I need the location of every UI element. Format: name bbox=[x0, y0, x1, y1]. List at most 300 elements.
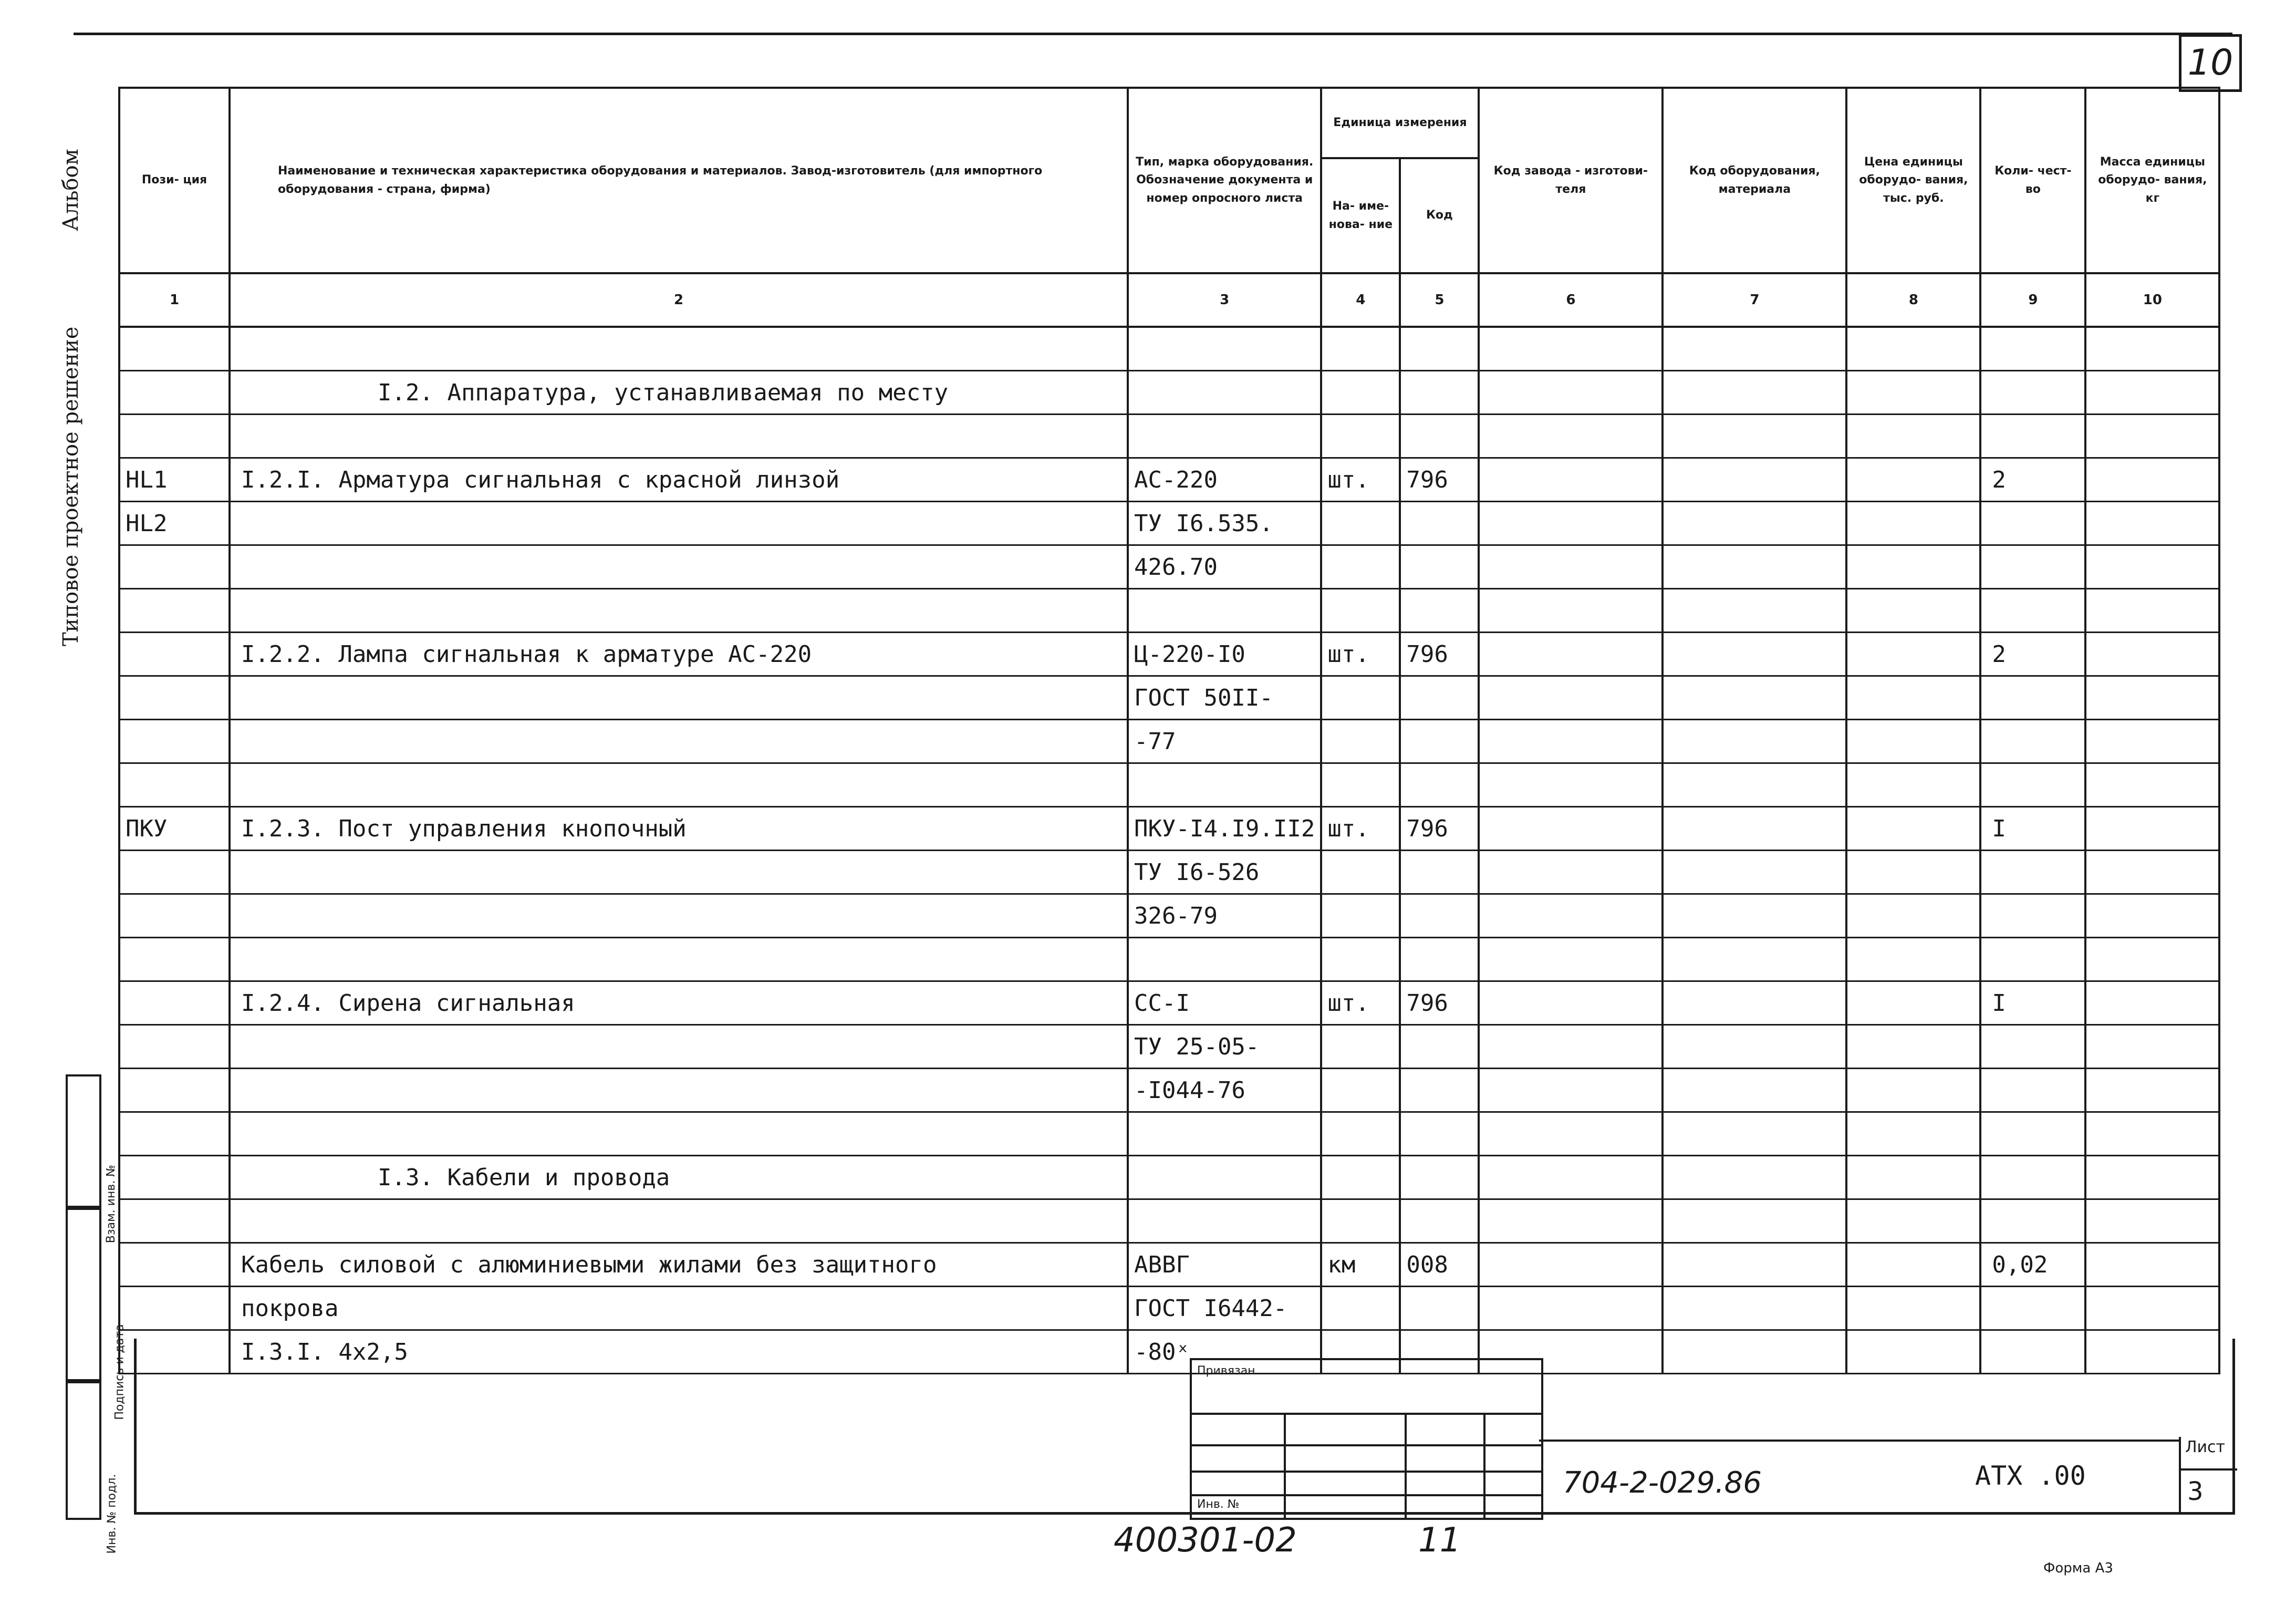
column-number: 5 bbox=[1400, 273, 1479, 327]
table-row bbox=[119, 894, 2219, 938]
cell-unit-code bbox=[1400, 1199, 1479, 1243]
cell-unit-code bbox=[1400, 894, 1479, 938]
cell-unit-code bbox=[1400, 1112, 1479, 1156]
cell-quantity bbox=[1980, 415, 2085, 458]
cell-unit-name bbox=[1321, 1069, 1400, 1112]
cell-name bbox=[230, 676, 1128, 720]
cell-mass bbox=[2085, 633, 2219, 676]
top-rule bbox=[74, 33, 2232, 35]
cell-quantity bbox=[1980, 502, 2085, 545]
cell-unit-code bbox=[1400, 415, 1479, 458]
cell-manufacturer-code bbox=[1479, 502, 1663, 545]
cell-name bbox=[230, 1069, 1128, 1112]
approval-col-line bbox=[1405, 1413, 1407, 1518]
table-row bbox=[119, 1112, 2219, 1156]
cell-unit-name bbox=[1321, 720, 1400, 763]
approval-box bbox=[1190, 1358, 1543, 1520]
document-mark: АТХ .00 bbox=[1975, 1461, 2086, 1491]
cell-equipment-code bbox=[1663, 1243, 1846, 1287]
header-name: Наименование и техническая характеристика оборудования и материалов. Завод-изготовитель (для импортного оборудования - страна, фирма) bbox=[230, 88, 1128, 273]
cell-price bbox=[1846, 851, 1980, 894]
cell-type bbox=[1128, 327, 1321, 371]
specification-table bbox=[118, 87, 2220, 1374]
table-row bbox=[119, 763, 2219, 807]
cell-price bbox=[1846, 807, 1980, 851]
header-type: Тип, марка оборудования. Обозначение документа и номер опросного листа bbox=[1128, 88, 1321, 273]
cell-mass bbox=[2085, 545, 2219, 589]
cell-unit-code bbox=[1400, 327, 1479, 371]
header-manufacturer-code: Код завода - изготови- теля bbox=[1479, 88, 1663, 273]
cell-unit-code: 796 bbox=[1400, 981, 1479, 1025]
cell-unit-code: 796 bbox=[1400, 633, 1479, 676]
cell-type: -77 bbox=[1128, 720, 1321, 763]
cell-mass bbox=[2085, 458, 2219, 502]
cell-equipment-code bbox=[1663, 1156, 1846, 1199]
approval-row-line bbox=[1192, 1494, 1541, 1496]
cell-position bbox=[119, 1069, 230, 1112]
cell-price bbox=[1846, 458, 1980, 502]
column-number: 10 bbox=[2085, 273, 2219, 327]
cell-price bbox=[1846, 371, 1980, 415]
table-row bbox=[119, 415, 2219, 458]
cell-position bbox=[119, 676, 230, 720]
cell-quantity bbox=[1980, 938, 2085, 981]
cell-equipment-code bbox=[1663, 807, 1846, 851]
cell-name: I.2.4. Сирена сигнальная bbox=[230, 981, 1128, 1025]
cell-manufacturer-code bbox=[1479, 589, 1663, 633]
cell-price bbox=[1846, 1199, 1980, 1243]
cell-position bbox=[119, 720, 230, 763]
cell-manufacturer-code bbox=[1479, 1069, 1663, 1112]
cell-mass bbox=[2085, 938, 2219, 981]
table-row bbox=[119, 458, 2219, 502]
cell-unit-name bbox=[1321, 1025, 1400, 1069]
table-row bbox=[119, 807, 2219, 851]
cell-unit-name bbox=[1321, 894, 1400, 938]
table-row bbox=[119, 1287, 2219, 1330]
cell-type bbox=[1128, 415, 1321, 458]
cell-mass bbox=[2085, 1199, 2219, 1243]
cell-equipment-code bbox=[1663, 1025, 1846, 1069]
cell-position bbox=[119, 1243, 230, 1287]
cell-manufacturer-code bbox=[1479, 415, 1663, 458]
cell-mass bbox=[2085, 502, 2219, 545]
cell-manufacturer-code bbox=[1479, 894, 1663, 938]
cell-name: I.2.I. Арматура сигнальная с красной линзой bbox=[230, 458, 1128, 502]
cell-position bbox=[119, 545, 230, 589]
cell-position bbox=[119, 1112, 230, 1156]
cell-quantity bbox=[1980, 763, 2085, 807]
cell-mass bbox=[2085, 807, 2219, 851]
column-number: 8 bbox=[1846, 273, 1980, 327]
header-unit-group: Единица измерения bbox=[1321, 88, 1479, 158]
cell-unit-name: шт. bbox=[1321, 633, 1400, 676]
cell-equipment-code bbox=[1663, 327, 1846, 371]
cell-quantity bbox=[1980, 894, 2085, 938]
cell-price bbox=[1846, 676, 1980, 720]
cell-type: АС-220 bbox=[1128, 458, 1321, 502]
side-album-label: Альбом bbox=[59, 149, 83, 231]
header-position: Пози- ция bbox=[119, 88, 230, 273]
cell-type: Ц-220-I0 bbox=[1128, 633, 1321, 676]
cell-name bbox=[230, 1199, 1128, 1243]
table-row bbox=[119, 327, 2219, 371]
cell-unit-name bbox=[1321, 1199, 1400, 1243]
cell-equipment-code bbox=[1663, 1069, 1846, 1112]
cell-name bbox=[230, 1025, 1128, 1069]
cell-position bbox=[119, 1199, 230, 1243]
cell-name: I.2. Аппаратура, устанавливаемая по месту bbox=[230, 371, 1128, 415]
cell-type: СС-I bbox=[1128, 981, 1321, 1025]
table-body bbox=[119, 327, 2219, 1374]
cell-type: ТУ I6-526 bbox=[1128, 851, 1321, 894]
cell-unit-code bbox=[1400, 502, 1479, 545]
header-equipment-code: Код оборудования, материала bbox=[1663, 88, 1846, 273]
cell-price bbox=[1846, 1156, 1980, 1199]
cell-equipment-code bbox=[1663, 1287, 1846, 1330]
cell-mass bbox=[2085, 1069, 2219, 1112]
cell-mass bbox=[2085, 1025, 2219, 1069]
header-quantity: Коли- чест- во bbox=[1980, 88, 2085, 273]
cell-manufacturer-code bbox=[1479, 1243, 1663, 1287]
cell-mass bbox=[2085, 676, 2219, 720]
cell-manufacturer-code bbox=[1479, 1287, 1663, 1330]
cell-quantity bbox=[1980, 1156, 2085, 1199]
cell-equipment-code bbox=[1663, 1199, 1846, 1243]
cell-position bbox=[119, 589, 230, 633]
cell-quantity: I bbox=[1980, 807, 2085, 851]
cell-price bbox=[1846, 1112, 1980, 1156]
cell-equipment-code bbox=[1663, 502, 1846, 545]
approval-row-line bbox=[1192, 1413, 1541, 1415]
cell-price bbox=[1846, 894, 1980, 938]
cell-unit-code bbox=[1400, 371, 1479, 415]
cell-price bbox=[1846, 327, 1980, 371]
cell-name: I.3.I. 4x2,5 bbox=[230, 1330, 1128, 1374]
cell-type bbox=[1128, 371, 1321, 415]
cell-unit-code: 796 bbox=[1400, 807, 1479, 851]
cell-unit-name bbox=[1321, 371, 1400, 415]
cell-manufacturer-code bbox=[1479, 371, 1663, 415]
cell-equipment-code bbox=[1663, 1112, 1846, 1156]
handwritten-code: 400301-02 bbox=[1114, 1521, 1297, 1560]
header-unit-name: На- име- нова- ние bbox=[1321, 158, 1400, 273]
cell-quantity bbox=[1980, 1069, 2085, 1112]
sheet-value: 3 bbox=[2181, 1468, 2237, 1513]
table-row bbox=[119, 938, 2219, 981]
cell-name bbox=[230, 1112, 1128, 1156]
cell-name bbox=[230, 763, 1128, 807]
page-number: 10 bbox=[2179, 34, 2242, 92]
cell-unit-name bbox=[1321, 1287, 1400, 1330]
cell-position bbox=[119, 415, 230, 458]
header-row bbox=[119, 88, 2219, 158]
cell-unit-code bbox=[1400, 545, 1479, 589]
cell-manufacturer-code bbox=[1479, 1156, 1663, 1199]
cell-manufacturer-code bbox=[1479, 763, 1663, 807]
table-row bbox=[119, 676, 2219, 720]
cell-quantity bbox=[1980, 720, 2085, 763]
column-number-row bbox=[119, 273, 2219, 327]
cell-unit-name bbox=[1321, 327, 1400, 371]
cell-manufacturer-code bbox=[1479, 458, 1663, 502]
cell-mass bbox=[2085, 851, 2219, 894]
cell-quantity bbox=[1980, 589, 2085, 633]
cell-equipment-code bbox=[1663, 458, 1846, 502]
cell-unit-name: км bbox=[1321, 1243, 1400, 1287]
table-row bbox=[119, 545, 2219, 589]
table-row bbox=[119, 981, 2219, 1025]
cell-unit-name: шт. bbox=[1321, 981, 1400, 1025]
header-price: Цена единицы оборудо- вания, тыс. руб. bbox=[1846, 88, 1980, 273]
cell-quantity bbox=[1980, 545, 2085, 589]
cell-equipment-code bbox=[1663, 851, 1846, 894]
cell-name bbox=[230, 327, 1128, 371]
cell-position: HL1 bbox=[119, 458, 230, 502]
approval-col-line bbox=[1284, 1413, 1286, 1518]
column-number: 7 bbox=[1663, 273, 1846, 327]
cell-equipment-code bbox=[1663, 545, 1846, 589]
cell-unit-code bbox=[1400, 763, 1479, 807]
cell-manufacturer-code bbox=[1479, 1112, 1663, 1156]
cell-mass bbox=[2085, 894, 2219, 938]
cell-position bbox=[119, 763, 230, 807]
cell-unit-code bbox=[1400, 851, 1479, 894]
cell-unit-name: шт. bbox=[1321, 458, 1400, 502]
cell-name bbox=[230, 894, 1128, 938]
cell-name bbox=[230, 938, 1128, 981]
cell-unit-code bbox=[1400, 1287, 1479, 1330]
cell-type bbox=[1128, 1112, 1321, 1156]
cell-manufacturer-code bbox=[1479, 327, 1663, 371]
cell-unit-code: 796 bbox=[1400, 458, 1479, 502]
cell-quantity: 0,02 bbox=[1980, 1243, 2085, 1287]
cell-unit-name: шт. bbox=[1321, 807, 1400, 851]
cell-position bbox=[119, 327, 230, 371]
side-design-label: Типовое проектное решение bbox=[59, 326, 83, 646]
cell-name: Кабель силовой с алюминиевыми жилами без защитного bbox=[230, 1243, 1128, 1287]
bottom-frame bbox=[134, 1339, 2235, 1515]
cell-type: ПКУ-I4.I9.II2 bbox=[1128, 807, 1321, 851]
column-number: 3 bbox=[1128, 273, 1321, 327]
cell-price bbox=[1846, 589, 1980, 633]
cell-price bbox=[1846, 720, 1980, 763]
cell-manufacturer-code bbox=[1479, 720, 1663, 763]
stamp-column-replacement: Взам. инв. № bbox=[66, 1074, 101, 1210]
header-mass: Масса единицы оборудо- вания, кг bbox=[2085, 88, 2219, 273]
cell-price bbox=[1846, 938, 1980, 981]
cell-unit-name bbox=[1321, 676, 1400, 720]
inventory-label: Инв. № bbox=[1197, 1498, 1240, 1511]
cell-unit-code bbox=[1400, 676, 1479, 720]
cell-type: ГОСТ I6442- bbox=[1128, 1287, 1321, 1330]
cell-mass bbox=[2085, 1243, 2219, 1287]
cell-price bbox=[1846, 545, 1980, 589]
cell-mass bbox=[2085, 1287, 2219, 1330]
stamp-column-inventory: Инв. № подл. bbox=[66, 1379, 101, 1520]
cell-unit-name bbox=[1321, 545, 1400, 589]
cell-unit-name bbox=[1321, 763, 1400, 807]
cell-quantity bbox=[1980, 1025, 2085, 1069]
table-row bbox=[119, 720, 2219, 763]
cell-manufacturer-code bbox=[1479, 1199, 1663, 1243]
cell-unit-name bbox=[1321, 589, 1400, 633]
cell-mass bbox=[2085, 720, 2219, 763]
cell-unit-name bbox=[1321, 938, 1400, 981]
cell-unit-name bbox=[1321, 1156, 1400, 1199]
cell-equipment-code bbox=[1663, 371, 1846, 415]
cell-quantity: 2 bbox=[1980, 458, 2085, 502]
cell-mass bbox=[2085, 415, 2219, 458]
cell-mass bbox=[2085, 1112, 2219, 1156]
cell-price bbox=[1846, 1069, 1980, 1112]
cell-type: -80ˣ bbox=[1128, 1330, 1321, 1374]
sheet-number-box bbox=[2179, 1437, 2231, 1513]
cell-type: -I044-76 bbox=[1128, 1069, 1321, 1112]
cell-quantity bbox=[1980, 1287, 2085, 1330]
cell-unit-code bbox=[1400, 938, 1479, 981]
document-code: 704-2-029.86 bbox=[1563, 1466, 1762, 1500]
cell-name bbox=[230, 851, 1128, 894]
cell-quantity: I bbox=[1980, 981, 2085, 1025]
cell-quantity bbox=[1980, 327, 2085, 371]
cell-mass bbox=[2085, 763, 2219, 807]
approval-row-line bbox=[1192, 1471, 1541, 1473]
cell-mass bbox=[2085, 327, 2219, 371]
cell-type: ГОСТ 50II- bbox=[1128, 676, 1321, 720]
cell-manufacturer-code bbox=[1479, 981, 1663, 1025]
cell-position bbox=[119, 938, 230, 981]
cell-equipment-code bbox=[1663, 894, 1846, 938]
cell-position bbox=[119, 371, 230, 415]
cell-manufacturer-code bbox=[1479, 545, 1663, 589]
cell-position: HL2 bbox=[119, 502, 230, 545]
cell-unit-code bbox=[1400, 1025, 1479, 1069]
table-row bbox=[119, 1243, 2219, 1287]
cell-equipment-code bbox=[1663, 720, 1846, 763]
cell-price bbox=[1846, 981, 1980, 1025]
cell-position bbox=[119, 1287, 230, 1330]
cell-mass bbox=[2085, 981, 2219, 1025]
cell-mass bbox=[2085, 1156, 2219, 1199]
cell-price bbox=[1846, 633, 1980, 676]
stamp-column-signature: Подпись и дата bbox=[66, 1206, 101, 1383]
cell-position bbox=[119, 851, 230, 894]
cell-position bbox=[119, 1025, 230, 1069]
cell-position bbox=[119, 894, 230, 938]
cell-name: I.2.2. Лампа сигнальная к арматуре АС-220 bbox=[230, 633, 1128, 676]
cell-type: 326-79 bbox=[1128, 894, 1321, 938]
cell-unit-code bbox=[1400, 720, 1479, 763]
cell-unit-code bbox=[1400, 589, 1479, 633]
form-label: Форма А3 bbox=[2043, 1560, 2113, 1576]
cell-unit-code bbox=[1400, 1156, 1479, 1199]
cell-equipment-code bbox=[1663, 763, 1846, 807]
cell-unit-name bbox=[1321, 502, 1400, 545]
cell-equipment-code bbox=[1663, 415, 1846, 458]
cell-unit-name bbox=[1321, 851, 1400, 894]
table-row bbox=[119, 589, 2219, 633]
cell-type bbox=[1128, 763, 1321, 807]
cell-manufacturer-code bbox=[1479, 938, 1663, 981]
cell-manufacturer-code bbox=[1479, 807, 1663, 851]
table-row bbox=[119, 502, 2219, 545]
cell-name bbox=[230, 589, 1128, 633]
cell-mass bbox=[2085, 589, 2219, 633]
column-number: 1 bbox=[119, 273, 230, 327]
table-row bbox=[119, 1199, 2219, 1243]
cell-unit-code bbox=[1400, 1069, 1479, 1112]
cell-name: покрова bbox=[230, 1287, 1128, 1330]
cell-quantity bbox=[1980, 1199, 2085, 1243]
approval-row-line bbox=[1192, 1444, 1541, 1446]
cell-manufacturer-code bbox=[1479, 851, 1663, 894]
sheet-label: Лист bbox=[2185, 1438, 2226, 1456]
table-row bbox=[119, 633, 2219, 676]
cell-type bbox=[1128, 1199, 1321, 1243]
cell-price bbox=[1846, 763, 1980, 807]
cell-name: I.2.3. Пост управления кнопочный bbox=[230, 807, 1128, 851]
cell-type bbox=[1128, 1156, 1321, 1199]
cell-name bbox=[230, 720, 1128, 763]
cell-price bbox=[1846, 1287, 1980, 1330]
cell-price bbox=[1846, 1025, 1980, 1069]
cell-name bbox=[230, 415, 1128, 458]
cell-type: 426.70 bbox=[1128, 545, 1321, 589]
cell-price bbox=[1846, 415, 1980, 458]
cell-unit-name bbox=[1321, 415, 1400, 458]
cell-quantity bbox=[1980, 851, 2085, 894]
cell-manufacturer-code bbox=[1479, 633, 1663, 676]
table-row bbox=[119, 371, 2219, 415]
title-block-line bbox=[1539, 1440, 2180, 1442]
cell-unit-name bbox=[1321, 1112, 1400, 1156]
cell-equipment-code bbox=[1663, 981, 1846, 1025]
approval-label: Привязан bbox=[1197, 1364, 1255, 1378]
cell-mass bbox=[2085, 371, 2219, 415]
cell-position bbox=[119, 1156, 230, 1199]
cell-name bbox=[230, 545, 1128, 589]
cell-position bbox=[119, 981, 230, 1025]
cell-name bbox=[230, 502, 1128, 545]
header-unit-code: Код bbox=[1400, 158, 1479, 273]
column-number: 6 bbox=[1479, 273, 1663, 327]
table-row bbox=[119, 851, 2219, 894]
cell-manufacturer-code bbox=[1479, 676, 1663, 720]
cell-unit-code: 008 bbox=[1400, 1243, 1479, 1287]
handwritten-number: 11 bbox=[1418, 1521, 1461, 1560]
column-number: 4 bbox=[1321, 273, 1400, 327]
cell-quantity bbox=[1980, 371, 2085, 415]
cell-position bbox=[119, 633, 230, 676]
cell-price bbox=[1846, 502, 1980, 545]
cell-quantity bbox=[1980, 676, 2085, 720]
cell-price bbox=[1846, 1243, 1980, 1287]
cell-position: ПКУ bbox=[119, 807, 230, 851]
table-row bbox=[119, 1156, 2219, 1199]
cell-equipment-code bbox=[1663, 633, 1846, 676]
table-row bbox=[119, 1069, 2219, 1112]
cell-name: I.3. Кабели и провода bbox=[230, 1156, 1128, 1199]
cell-quantity bbox=[1980, 1112, 2085, 1156]
cell-type bbox=[1128, 589, 1321, 633]
column-number: 9 bbox=[1980, 273, 2085, 327]
cell-equipment-code bbox=[1663, 589, 1846, 633]
cell-type bbox=[1128, 938, 1321, 981]
table-row bbox=[119, 1025, 2219, 1069]
cell-manufacturer-code bbox=[1479, 1025, 1663, 1069]
cell-type: ТУ 25-05- bbox=[1128, 1025, 1321, 1069]
